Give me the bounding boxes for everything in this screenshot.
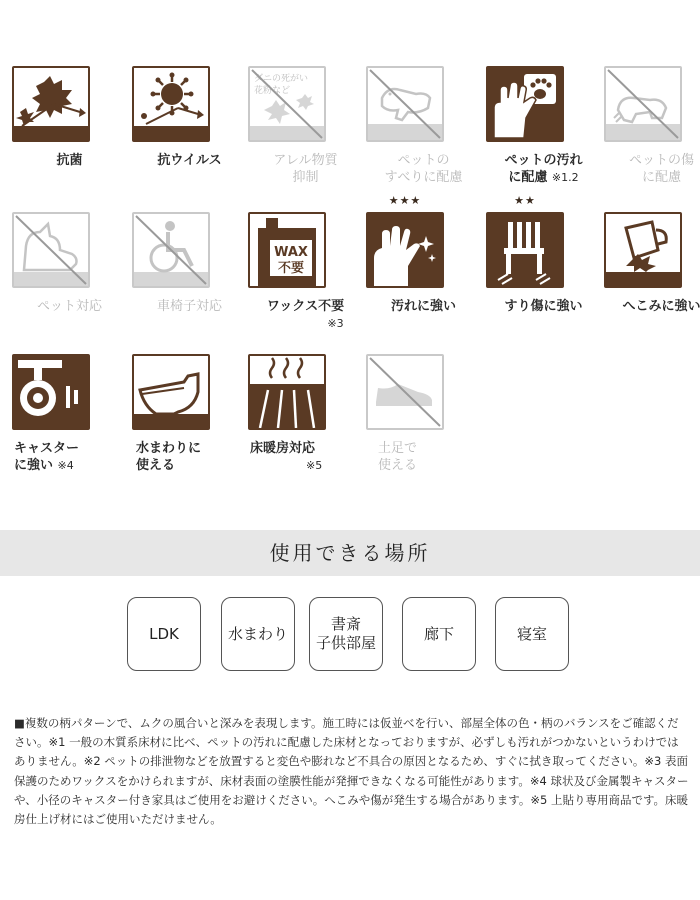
pet-dog-icon	[12, 212, 90, 288]
pet-slip-icon	[366, 66, 444, 142]
usage-section-title: 使用できる場所	[0, 530, 700, 576]
room-study-kids: 書斎 子供部屋	[309, 597, 383, 671]
feature-label: 汚れに強い	[390, 299, 456, 314]
wax-icon-text-bottom: 不要	[277, 261, 305, 276]
wipe-hand-icon	[366, 212, 444, 288]
antibacterial-icon	[12, 66, 90, 142]
feature-label: ペット対応	[36, 299, 102, 314]
feature-label: ペットの汚れ に配慮 ※1.2	[504, 153, 583, 185]
product-description: ■複数の柄パターンで、ムクの風合いと深みを表現します。施工時には仮並べを行い、部屋全体の色・柄のバランスをご確認ください。※1 一般の木質系床材に比べ、ペットの汚れに配慮した床材となっておりますが、必ずしも汚れがつかないというわけではありません。※2 ペットの排泄物などを放置すると変色や膨れなど不具合の原因となるため、すぐに拭き取ってください。※3 表面保護のためワックスをかけられますが、床材表面の塗膜性能が発揮できなくなる可能性があります。※4 球状及び金属製キャスターや、小径のキャスター付き家具はご使用をお避けください。へこみや傷が発生する場合があります。※5 上貼り専用商品です。床暖房仕上げ材にはご使用いただけません。	[14, 716, 689, 827]
pet-stain-icon	[486, 66, 564, 142]
feature-label: ペットの すべりに配慮	[384, 153, 463, 185]
feature-label: キャスター に強い ※4	[14, 441, 80, 473]
shoe-icon	[366, 354, 444, 430]
caster-icon	[12, 354, 90, 430]
feature-label: アレル物質 抑制	[273, 153, 338, 185]
feature-label: 土足で 使える	[378, 441, 418, 473]
feature-label: 車椅子対応	[156, 299, 222, 314]
feature-label: 水まわりに 使える	[136, 441, 202, 473]
feature-label: 抗菌	[56, 153, 83, 168]
room-bedroom: 寝室	[495, 597, 569, 671]
antivirus-icon	[132, 66, 210, 142]
toilet-icon	[132, 354, 210, 430]
allergen-icon-text-1: ダニの死がい	[254, 74, 309, 84]
rating-stars: ★★	[514, 194, 536, 207]
room-hallway: 廊下	[402, 597, 476, 671]
room-ldk: LDK	[127, 597, 201, 671]
floor-heating-icon	[248, 354, 326, 430]
wheelchair-icon	[132, 212, 210, 288]
chair-scratch-icon	[486, 212, 564, 288]
wax-icon-text-top: WAX	[274, 245, 308, 260]
pet-scratch-icon	[604, 66, 682, 142]
feature-label: ワックス不要 ※3	[266, 299, 345, 330]
allergen-icon	[248, 66, 326, 142]
feature-label: ペットの傷 に配慮	[628, 153, 694, 185]
rating-stars: ★★★	[388, 194, 422, 207]
wax-icon	[248, 212, 326, 288]
feature-label: すり傷に強い	[504, 299, 583, 314]
feature-label: 床暖房対応 ※5	[250, 441, 323, 472]
feature-label: へこみに強い	[622, 299, 700, 314]
feature-label: 抗ウイルス	[157, 153, 222, 168]
dent-cup-icon	[604, 212, 682, 288]
allergen-icon-text-2: 花粉など	[254, 86, 291, 96]
room-wet-area: 水まわり	[221, 597, 295, 671]
